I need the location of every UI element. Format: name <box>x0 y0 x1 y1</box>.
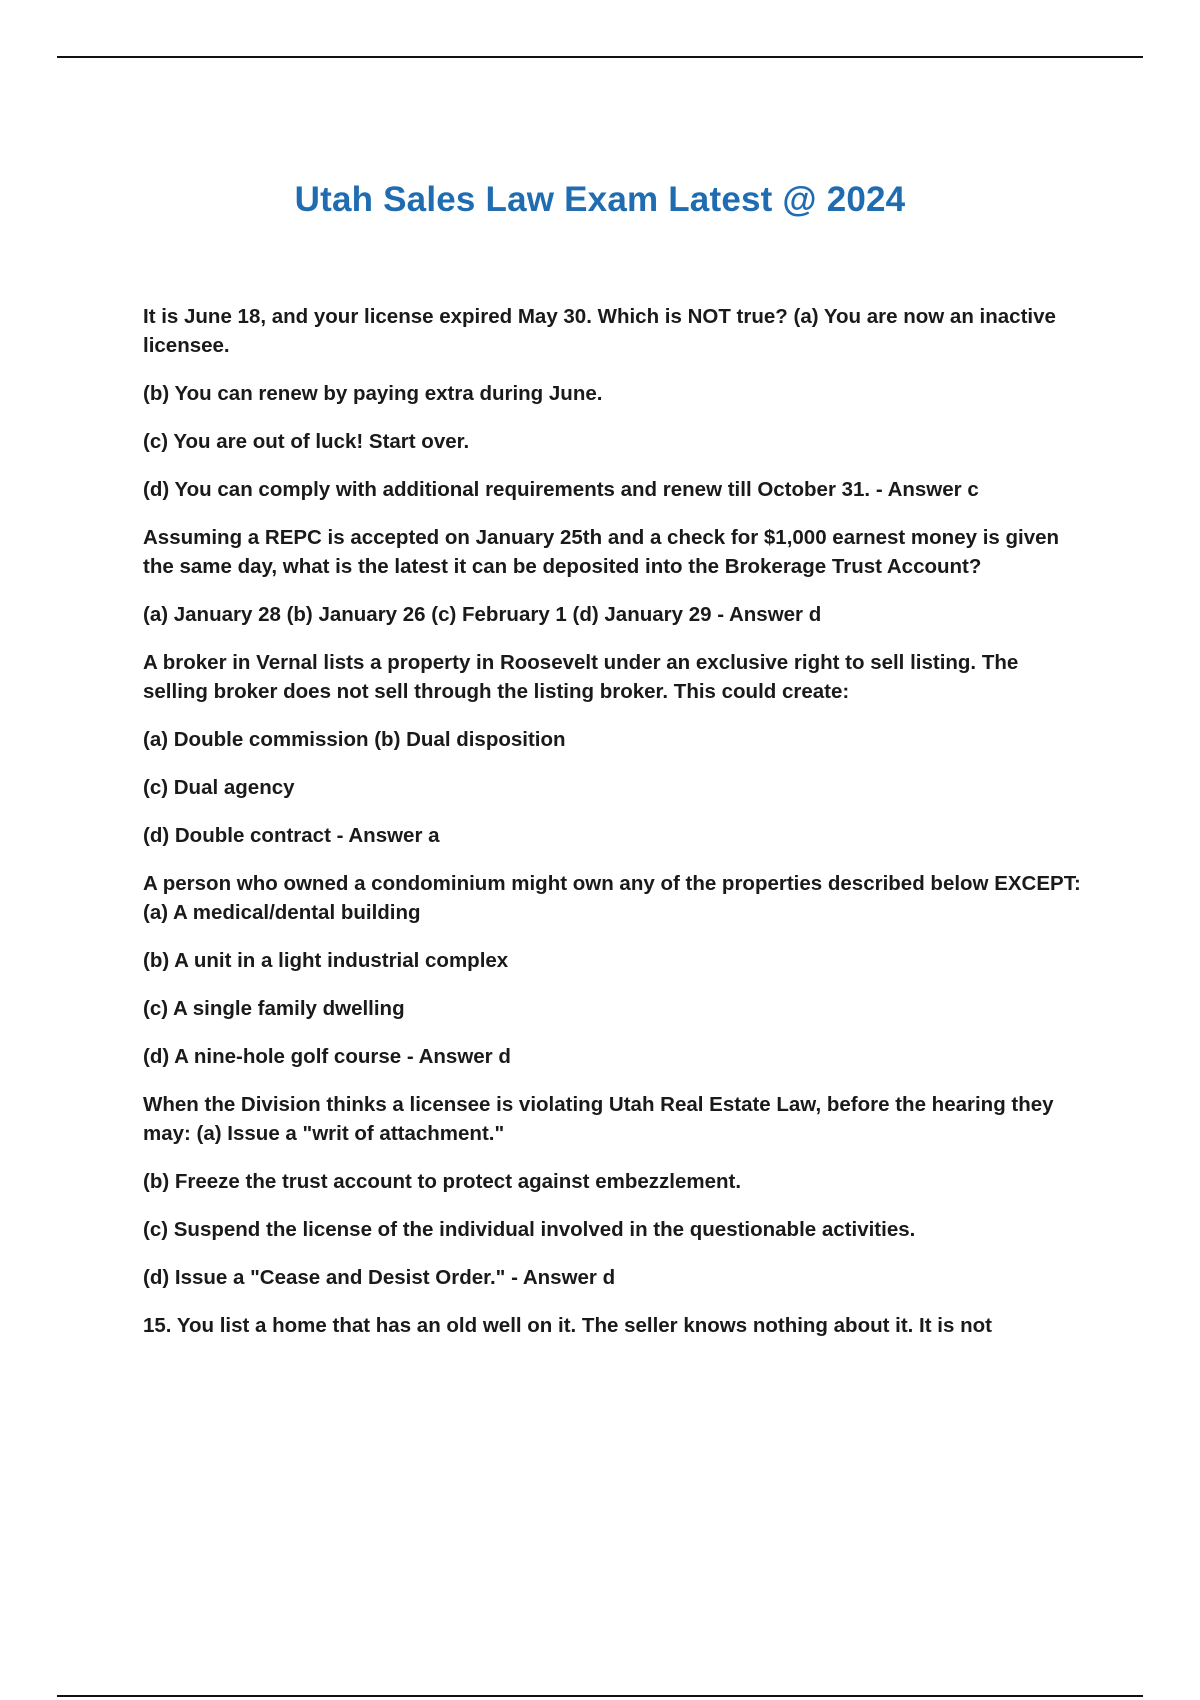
question-15-stem: 15. You list a home that has an old well on it. The seller knows nothing about it. It is not <box>143 1314 992 1337</box>
question-3-option-c: (c) Dual agency <box>143 776 295 799</box>
question-3-stem: A broker in Vernal lists a property in Roosevelt under an exclusive right to sell listing. The selling broker does not sell through the listing broker. This could create: <box>143 651 1019 703</box>
question-2-options-answer: (a) January 28 (b) January 26 (c) February 1 (d) January 29 - Answer d <box>143 603 822 626</box>
question-3-options-ab: (a) Double commission (b) Dual disposition <box>143 728 566 751</box>
question-4-option-b: (b) A unit in a light industrial complex <box>143 949 509 972</box>
question-4-option-c: (c) A single family dwelling <box>143 997 405 1020</box>
question-1-stem: It is June 18, and your license expired May 30. Which is NOT true? (a) You are now an inactive licensee. <box>143 305 1056 357</box>
question-5-stem: When the Division thinks a licensee is violating Utah Real Estate Law, before the hearing they may: (a) Issue a "writ of attachment." <box>143 1093 1054 1145</box>
question-5-option-b: (b) Freeze the trust account to protect against embezzlement. <box>143 1170 742 1193</box>
bottom-rule <box>57 1695 1143 1697</box>
top-rule <box>57 56 1143 58</box>
question-3-option-d-answer: (d) Double contract - Answer a <box>143 824 440 847</box>
question-1-option-b: (b) You can renew by paying extra during June. <box>143 382 603 405</box>
question-1-option-c: (c) You are out of luck! Start over. <box>143 430 470 453</box>
question-4-option-d-answer: (d) A nine-hole golf course - Answer d <box>143 1045 511 1068</box>
question-5-option-d-answer: (d) Issue a "Cease and Desist Order." - Answer d <box>143 1266 616 1289</box>
question-2-stem: Assuming a REPC is accepted on January 25th and a check for $1,000 earnest money is given the same day, what is the latest it can be deposited into the Brokerage Trust Account? <box>143 526 1060 578</box>
question-5-option-c: (c) Suspend the license of the individual involved in the questionable activities. <box>143 1218 916 1241</box>
document-body <box>143 302 1083 1359</box>
question-4-stem: A person who owned a condominium might own any of the properties described below EXCEPT: (a) A medical/dental building <box>143 872 1081 924</box>
question-1-option-d-answer: (d) You can comply with additional requirements and renew till October 31. - Answer c <box>143 478 979 501</box>
document-title: Utah Sales Law Exam Latest @ 2024 <box>294 180 906 219</box>
